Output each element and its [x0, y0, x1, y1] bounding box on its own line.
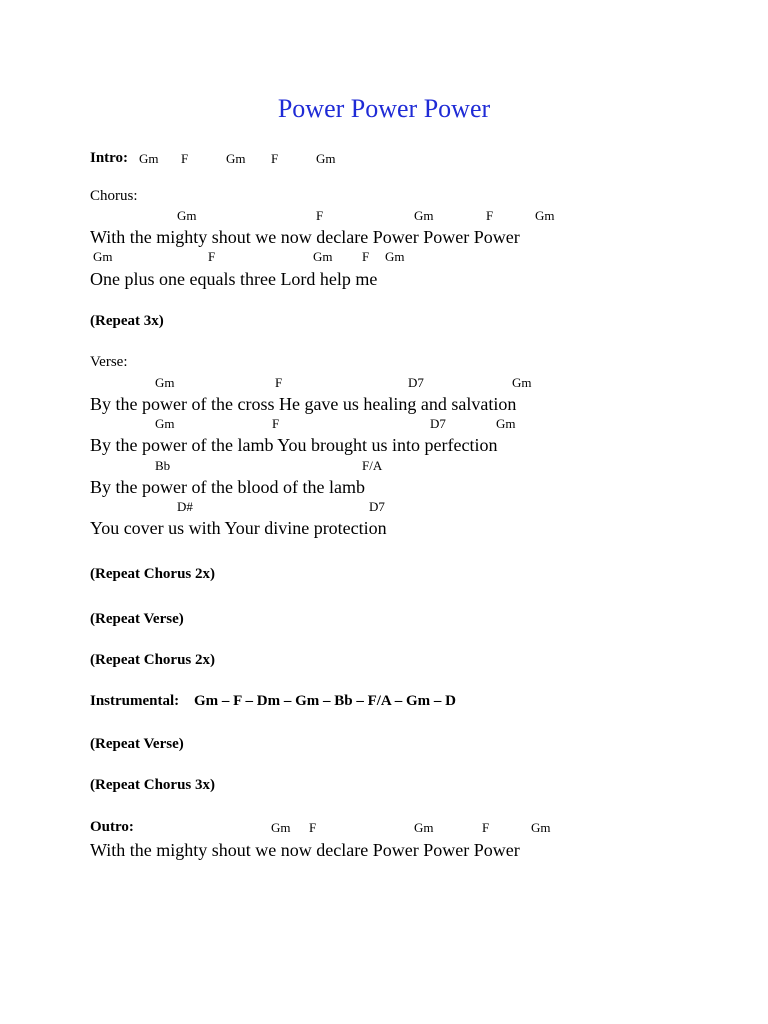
chord: Gm — [414, 208, 434, 223]
chorus-label: Chorus: — [90, 188, 138, 204]
chord: D7 — [430, 416, 446, 431]
intro-chord: Gm — [226, 151, 246, 166]
intro-label: Intro: — [90, 150, 129, 166]
lyric-line: By the power of the lamb You brought us into perfection — [90, 435, 498, 455]
chord: Gm — [535, 208, 555, 223]
lyric-line: By the power of the cross He gave us healing and salvation — [90, 394, 517, 414]
chord: F — [316, 208, 324, 223]
outro-chord: Gm — [271, 820, 291, 835]
outro-chord: F — [309, 820, 317, 835]
chord: Gm — [93, 249, 113, 264]
instrumental-label: Instrumental: — [90, 693, 180, 709]
lyric-line: By the power of the blood of the lamb — [90, 477, 365, 497]
intro-chord: F — [271, 151, 279, 166]
repeat-note: (Repeat Chorus 2x) — [90, 566, 215, 582]
chord: Bb — [155, 458, 171, 473]
lyric-line: With the mighty shout we now declare Power Power Power — [90, 227, 520, 247]
chord: Gm — [313, 249, 333, 264]
chord: F/A — [362, 458, 383, 473]
outro-chord: Gm — [531, 820, 551, 835]
chord: Gm — [155, 375, 175, 390]
lyric-line: With the mighty shout we now declare Power Power Power — [90, 840, 520, 860]
lyric-line: One plus one equals three Lord help me — [90, 269, 378, 289]
chord: F — [486, 208, 494, 223]
chord: Gm — [385, 249, 405, 264]
song-title: Power Power Power — [277, 94, 491, 123]
chord: Gm — [512, 375, 532, 390]
intro-chord: Gm — [139, 151, 159, 166]
repeat-note: (Repeat 3x) — [90, 313, 164, 329]
repeat-note: (Repeat Verse) — [90, 611, 184, 627]
chord: F — [362, 249, 370, 264]
repeat-note: (Repeat Chorus 2x) — [90, 652, 215, 668]
chord: D# — [177, 499, 193, 514]
chord: Gm — [177, 208, 197, 223]
chord: Gm — [496, 416, 516, 431]
chord: D7 — [369, 499, 385, 514]
outro-chord: F — [482, 820, 490, 835]
chord: D7 — [408, 375, 424, 390]
intro-chord: F — [181, 151, 189, 166]
lyric-line: You cover us with Your divine protection — [90, 518, 387, 538]
verse-label: Verse: — [90, 354, 128, 370]
chord: F — [208, 249, 216, 264]
instrumental-progression: Gm – F – Dm – Gm – Bb – F/A – Gm – D — [194, 693, 456, 709]
outro-label: Outro: — [90, 819, 134, 835]
repeat-note: (Repeat Chorus 3x) — [90, 777, 215, 793]
outro-chord: Gm — [414, 820, 434, 835]
chord: F — [272, 416, 280, 431]
intro-chord: Gm — [316, 151, 336, 166]
repeat-note: (Repeat Verse) — [90, 736, 184, 752]
chord: F — [275, 375, 283, 390]
chord: Gm — [155, 416, 175, 431]
